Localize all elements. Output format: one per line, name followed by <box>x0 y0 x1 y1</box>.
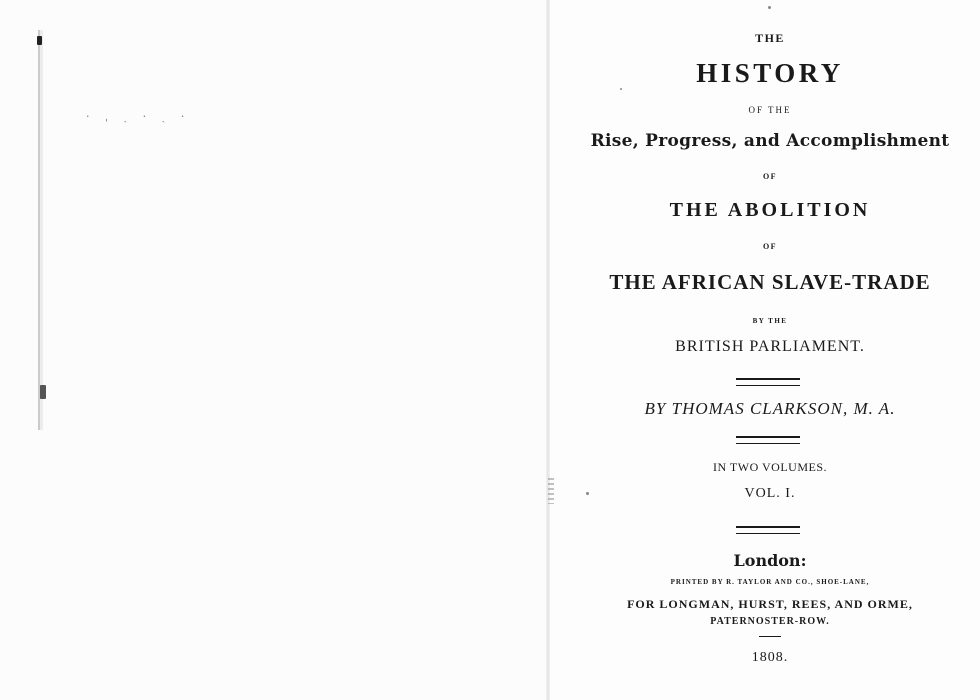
imprint-address: PATERNOSTER-ROW. <box>710 616 830 627</box>
faint-pencil-marks: · ˌ ˏ · ˎ · <box>86 110 191 123</box>
double-rule <box>736 378 800 386</box>
imprint-city: London: <box>733 551 807 570</box>
title-the: THE <box>755 31 785 45</box>
short-rule <box>759 636 781 637</box>
title-parliament: BRITISH PARLIAMENT. <box>675 338 865 355</box>
volume-number: VOL. I. <box>744 486 796 501</box>
title-by-the: BY THE <box>752 317 788 325</box>
author-line: BY THOMAS CLARKSON, M. A. <box>644 399 896 418</box>
volumes-note: IN TWO VOLUMES. <box>712 460 828 474</box>
title-abolition: THE ABOLITION <box>669 199 871 221</box>
title-slave-trade: THE AFRICAN SLAVE-TRADE <box>609 270 931 294</box>
book-gutter <box>546 0 550 700</box>
title-subtitle: Rise, Progress, and Accomplishment <box>590 131 950 151</box>
title-of: OF <box>762 172 778 181</box>
ink-blot <box>40 385 46 399</box>
paper-speck <box>620 88 622 90</box>
title-history: HISTORY <box>696 58 844 88</box>
imprint-year: 1808. <box>751 650 789 665</box>
gutter-stitching <box>548 478 554 504</box>
title-page <box>560 0 980 700</box>
double-rule <box>736 436 800 444</box>
title-of-the: OF THE <box>748 105 792 115</box>
paper-speck <box>586 492 589 495</box>
paper-speck <box>768 6 771 9</box>
ink-blot <box>37 36 42 45</box>
imprint-printer: PRINTED BY R. TAYLOR AND CO., SHOE-LANE, <box>670 578 870 586</box>
page-edge-shadow <box>38 30 48 430</box>
imprint-publisher: FOR LONGMAN, HURST, REES, AND ORME, <box>627 597 913 611</box>
title-of: OF <box>762 242 778 251</box>
double-rule <box>736 526 800 534</box>
